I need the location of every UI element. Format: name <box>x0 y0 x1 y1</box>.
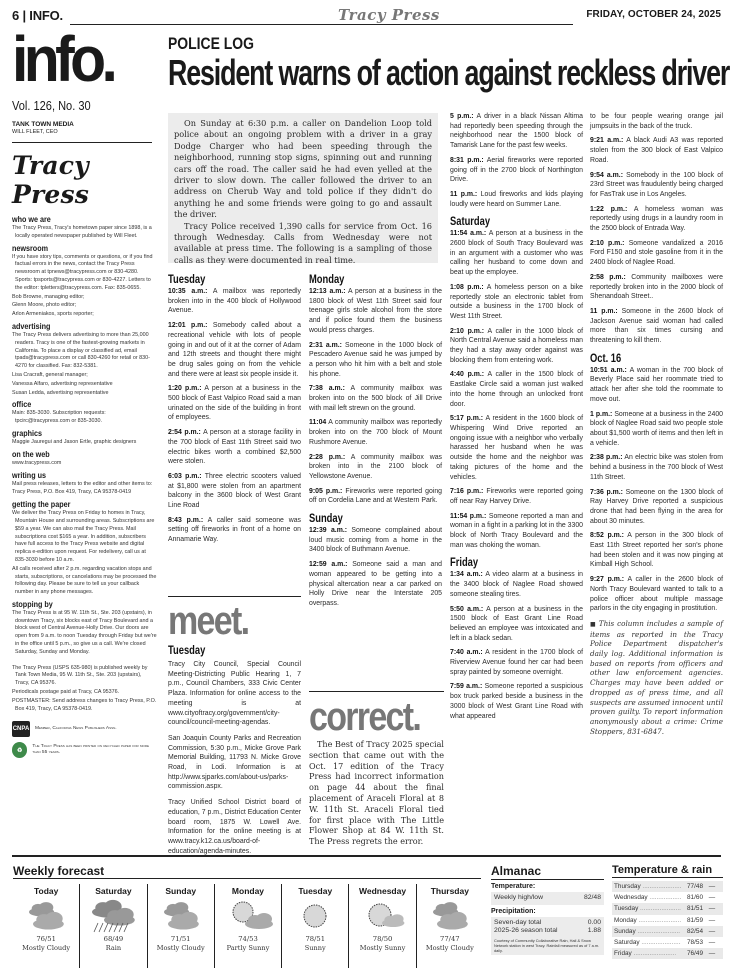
issue-date: FRIDAY, OCTOBER 24, 2025 <box>586 9 721 20</box>
log-entry <box>590 239 723 268</box>
day-heading: Monday <box>309 272 345 286</box>
log-text: Someone reported a man and woman in a fight in a parking lot in the 3300 block of North Tracy Boulevard and the man was choking the woman. <box>450 512 584 549</box>
staff-text: Susan Ledda, advertising representative <box>12 389 109 396</box>
staff-text: Glenn Moore, photo editor; <box>12 302 77 309</box>
temp-rain-day: Thursday ..... <box>614 881 681 892</box>
season-label: 2025-26 season total <box>494 927 558 934</box>
day-heading: Oct. 16 <box>590 350 622 365</box>
log-text: Somebody called about a recreational vehicle with lots of people going in and out of it at the corner of Adam and 12th streets and thought there might be drug sales going on from the vehicle and there were at least six people inside it. <box>168 322 301 378</box>
log-text: A mailbox was reportedly broken into in the 400 block of Hollywood Avenue. <box>168 288 301 315</box>
log-text: A resident in the 1700 block of Riverview Avenue found her car had been spray painted by someone overnight. <box>450 649 583 676</box>
temp-rain-rain: — <box>708 883 716 890</box>
log-text: A homeless person on a bike reportedly stole an electronic tablet from outside a business in the 1700 block of West 11th Street. <box>450 283 583 320</box>
log-time: 11:04 <box>309 419 327 427</box>
forecast-day <box>281 884 348 968</box>
log-time: 7:16 p.m.: <box>450 488 484 496</box>
page-header <box>12 6 721 26</box>
temp-rain-row <box>612 892 723 903</box>
header-rule <box>70 24 573 25</box>
log-time: 10:35 a.m.: <box>168 288 208 295</box>
partly-sunny-icon <box>223 899 273 933</box>
staff-text: www.tracypress.com <box>12 459 62 466</box>
log-text: Someone in the 2600 block of Jackson Avenue said woman had called more than six times cursing and threatening to kill them. <box>590 307 723 345</box>
day-heading: Saturday <box>450 214 491 229</box>
forecast-condition: Partly Sunny <box>226 944 270 952</box>
log-time: 8:43 p.m.: <box>168 516 204 524</box>
staff-text: Vanessa Alfaro, advertising representative <box>12 380 113 387</box>
log-time: 5 p.m.: <box>450 113 474 120</box>
log-time: 12:13 a.m.: <box>309 288 346 295</box>
temp-rain-rain: — <box>708 939 716 947</box>
seven-day-label: Seven-day total <box>494 918 542 926</box>
temp-rain-temp: 78/53 <box>687 939 703 947</box>
log-entry <box>309 341 442 380</box>
column-disclaimer: ■ This column includes a sample of items as reported in the Tracy Police Department dispatcher's daily log. Additional information is based on reports from officers and other law enforcement agencies. Charges may have been added or dropped as of press time, and all suspects are assumed innocent until proven guilty. To report information anonymously about a crime: Crime Stoppers, 831-6847. <box>590 619 723 736</box>
forecast-day-name: Tuesday <box>298 886 333 896</box>
staff-text: Arlon Armeniakos, sports reporter; <box>12 311 94 318</box>
section-label: 6 | INFO. <box>12 8 63 23</box>
log-time: 4:40 p.m.: <box>450 371 485 379</box>
log-text: A caller in the 1500 block of Eastlake Circle said a woman just walked into the home through an unlocked front door. <box>450 371 583 408</box>
log-entry <box>450 605 583 644</box>
staff-text: We deliver the Tracy Press on Friday to homes in Tracy, Mountain House and surrounding areas. Subscriptions are $59 a year. We can also mail the Tracy Press. Mail subscriptions cost $165 a year. In addition, subscribers have full access to the Tracy Press website and digital replica e-edition upon request. For redelivery, call us at 835-3030 before 10 a.m. <box>12 510 155 563</box>
log-text: A resident in the 1600 block of Whispering Wind Drive reported an ongoing issue with a neighbor who verbally harassed her husband when he was outside the home and the neighbor was taking pictures of the home and the vehicles. <box>450 415 583 481</box>
log-text: Community mailboxes were reportedly broken into in the 2000 block of Shenandoah Street.. <box>590 273 724 301</box>
forecast-temp: 78/50 <box>372 935 393 943</box>
log-time: 8:52 p.m.: <box>590 532 624 540</box>
log-time: 7:40 a.m.: <box>450 649 483 657</box>
article-lede <box>168 113 438 263</box>
staff-heading: newsroom <box>12 243 49 253</box>
forecast-day <box>348 884 415 968</box>
log-time: 7:59 a.m.: <box>450 683 483 691</box>
volume-number: Vol. 126, No. 30 <box>12 98 91 113</box>
log-text: A person at a business in the 1500 block of East Grant Line Road believed an employee was intoxicated and left in a black sedan. <box>450 605 583 642</box>
meet-section <box>168 596 301 641</box>
log-text: A community mailbox was reportedly broken into on the 700 block of Mount Rushmore Avenue. <box>309 419 442 446</box>
log-entry <box>590 171 723 200</box>
staff-heading: who we are <box>12 215 51 224</box>
staff-text: Main: 835-3030. Subscription requests: tpcirc@tracypress.com or 835-3030. <box>12 410 106 425</box>
log-entry <box>168 516 301 545</box>
temp-rain-temp: 81/60 <box>687 894 703 902</box>
log-time: 2:38 p.m.: <box>590 454 623 462</box>
log-text: Someone on the 1300 block of Ray Harvey Drive reported a suspicious drone that had been flying in the area for about 30 minutes. <box>590 488 724 525</box>
temperature-rain-table <box>612 864 723 959</box>
forecast-day-name: Saturday <box>95 886 132 896</box>
log-text: Three electric scooters valued at $1,800 were stolen from an apartment balcony in the 3600 block of West Grant Line Road <box>168 472 301 510</box>
log-text: Fireworks were reported going off near Ray Harvey Drive. <box>450 488 583 505</box>
log-text: A caller in the 1000 block of North Central Avenue said a homeless man they had a stay away order against was blocking them from entering work. <box>450 327 583 364</box>
temp-rain-title: Temperature & rain <box>612 864 723 878</box>
log-text: A person at a storage facility in the 700 block of East 11th Street said two electric bikes worth a combined $2,500 were stolen. <box>168 429 302 466</box>
mostly-cloudy-icon <box>156 899 206 933</box>
log-entry <box>450 283 583 322</box>
log-text: Someone reported a suspicious box truck parked beside a business in the 3000 block of West Grant Line Road with what appeared <box>450 683 583 720</box>
log-entry <box>309 526 442 555</box>
divider <box>12 855 721 857</box>
cnpa-member <box>12 721 157 737</box>
log-entry <box>590 410 723 449</box>
log-entry <box>450 229 583 278</box>
postal-text: The Tracy Press (USPS 635-980) is published weekly by Tank Town Media, 95 W. 11th St., Ste. 203 (upstairs), Tracy, CA 95376. <box>12 664 148 687</box>
log-entry <box>590 307 723 346</box>
temp-rain-row <box>612 915 723 926</box>
lede-paragraph: On Sunday at 6:30 p.m. a caller on Dandelion Loop told police about an ongoing problem with a driver in a gray Dodge Charger who had been speeding through the neighborhood, running stop signs, spinning out and running cars off the road. The caller said he had even yelled at the driver to slow down. The caller followed the driver to an address on Cherub Way and told police if they didn't do anything he and some friends were going to go and assault the driver. <box>174 118 432 220</box>
forecast-day <box>79 884 146 968</box>
mostly-cloudy-icon <box>21 899 71 933</box>
forecast-temp: 76/51 <box>36 935 56 943</box>
log-entry <box>590 488 723 527</box>
log-entry <box>309 560 442 609</box>
log-column-4 <box>590 112 723 741</box>
log-time: 11 p.m.: <box>450 190 478 198</box>
log-text: A person at a business in the 500 block of East Valpico Road said a man urinated on the side of the building in front of employees. <box>168 385 301 422</box>
meeting-item: Tracy City Council, Special Council Meeting-Districting Public Hearing 1, 7 p.m., Council Chambers, 333 Civic Center Plaza. Information for online access to the meeting is at www.cityoftracy.org/government/city-council/council-meeting-agendas. <box>168 661 301 727</box>
temperature-box <box>491 892 604 905</box>
recycled-note <box>12 742 157 758</box>
log-text: A community mailbox was broken into on the 500 block of Jill Drive with mail left strewn on the ground. <box>309 385 442 412</box>
precipitation-label: Precipitation: <box>491 907 536 915</box>
log-text: Someone said a man and woman appeared to be getting into a physical altercation near a car parked on Holly Drive near the Interstate 205 overpass. <box>309 561 442 607</box>
log-continuation: to be four people wearing orange jail jumpsuits in the back of the truck. <box>590 113 723 130</box>
log-entry <box>450 112 583 151</box>
log-entry <box>168 287 301 316</box>
temp-rain-day: Monday ..... <box>614 915 681 926</box>
log-time: 12:01 p.m.: <box>168 322 208 330</box>
log-time: 1:20 p.m.: <box>168 385 202 393</box>
day-heading: Tuesday <box>168 272 206 286</box>
temp-rain-temp: 81/51 <box>681 903 703 914</box>
log-entry <box>590 136 723 165</box>
weekly-forecast <box>13 884 483 968</box>
log-entry <box>590 205 723 234</box>
staff-text: If you have story tips, comments or questions, or if you find factual errors in the news, contact the Tracy Press newsroom at tpnews@tracypress.com or 830-4280. Sports: tpsports@tracypress.com or 830-4227. Letters to the editor: tpletters@tracypress.com. Fax: 835-0655. <box>12 253 153 291</box>
forecast-condition: Rain <box>105 944 122 952</box>
log-time: 9:54 a.m.: <box>590 171 624 179</box>
log-time: 5:17 p.m.: <box>450 415 484 423</box>
staff-heading: stopping by <box>12 599 53 609</box>
lede-paragraph: Tracy Police received 1,390 calls for service from Oct. 16 through Wednesday. Calls from Wednesday were not available at press time. The following is a sampling of those calls as they were documented in real time. <box>174 220 432 265</box>
log-text: Somebody in the 100 block of 23rd Street was fraudulently being charged for FasTrak use in Los Angeles. <box>590 171 724 198</box>
day-heading: Sunday <box>309 511 343 526</box>
log-text: A caller said someone was setting off fireworks in front of a home on Annamarie Way. <box>168 516 301 544</box>
log-time: 11:54 a.m.: <box>450 230 487 238</box>
staff-heading: graphics <box>12 428 43 438</box>
forecast-temp: 78/51 <box>305 935 326 943</box>
log-entry <box>590 453 723 482</box>
log-time: 1:34 a.m.: <box>450 571 483 579</box>
staff-text: All calls received after 2 p.m. regarding vacation stops and starts, subscriptions, or cancelations may be processed the following day. Please be sure to tell us your callback number in any phone messages. <box>12 565 157 596</box>
log-entry <box>309 453 442 482</box>
temp-rain-row <box>612 881 723 892</box>
log-entry <box>450 156 583 185</box>
log-text: A person in the 300 block of East 11th Street reported her son's phone had been stolen and it was now pinging at Kimball High School. <box>590 532 723 569</box>
log-entry <box>450 370 583 409</box>
seven-day-value: 0.00 <box>587 918 601 926</box>
forecast-condition: Mostly Cloudy <box>425 944 474 952</box>
temp-rain-day: Sunday ..... <box>614 926 681 937</box>
staff-sections <box>12 215 157 657</box>
log-entry <box>450 682 583 721</box>
temp-rain-temp: 81/59 <box>687 916 703 924</box>
log-text: Loud fireworks and kids playing loudly were heard on Summer Lane. <box>450 190 583 208</box>
forecast-day-name: Wednesday <box>359 886 407 896</box>
log-time: 11:54 p.m.: <box>450 512 487 520</box>
cnpa-icon: CNPA <box>12 721 30 737</box>
log-entry <box>168 384 301 423</box>
log-entry <box>168 428 301 467</box>
log-time: 7:38 a.m.: <box>309 385 345 393</box>
log-entry <box>309 287 442 336</box>
article-kicker: POLICE LOG <box>168 34 254 53</box>
log-text: An electric bike was stolen from behind a business in the 700 block of West 11th Street. <box>590 454 723 481</box>
staff-heading: writing us <box>12 470 47 480</box>
log-entry <box>309 418 442 447</box>
postal-statement <box>12 665 157 714</box>
log-text: Aerial fireworks were reported going off in the 2700 block of Northington Drive. <box>450 156 583 184</box>
temp-rain-rain: — <box>708 950 716 958</box>
temp-rain-rain: — <box>708 916 716 924</box>
log-entry <box>590 575 723 614</box>
log-entry <box>309 384 442 413</box>
meet-day: Tuesday <box>168 643 206 657</box>
log-entry <box>590 531 723 570</box>
log-text: A woman in the 700 block of Beverly Place said her roommate tried to attack her after she told the roommate to move out. <box>590 366 723 403</box>
log-time: 1 p.m.: <box>590 410 613 418</box>
meetings-list <box>168 643 301 862</box>
log-time: 11 p.m.: <box>590 307 618 315</box>
log-text: Someone at a business in the 2400 block of Naglee Road said two people stole about $1,500 worth of items and then left in a vehicle. <box>590 410 723 447</box>
forecast-temp: 74/53 <box>238 935 258 943</box>
correction-section <box>309 691 444 847</box>
staff-text: The Tracy Press, Tracy's hometown paper since 1898, is a locally operated newspaper published by Will Fleet. <box>12 225 152 239</box>
weekly-value: 82/48 <box>583 894 601 901</box>
correct-title: correct. <box>309 695 421 739</box>
staff-heading: getting the paper <box>12 500 71 510</box>
log-entry <box>168 321 301 379</box>
forecast-temp: 77/47 <box>440 935 460 943</box>
log-entry <box>590 273 723 302</box>
log-time: 12:59 a.m.: <box>309 561 348 569</box>
forecast-condition: Mostly Cloudy <box>156 944 205 952</box>
forecast-temp: 71/51 <box>170 935 191 943</box>
log-time: 7:36 p.m.: <box>590 488 623 496</box>
forecast-day-name: Thursday <box>430 886 469 896</box>
postal-text: Periodicals postage paid at Tracy, CA 95376. <box>12 689 120 696</box>
staff-box <box>12 23 157 758</box>
log-entry <box>450 327 583 366</box>
log-text: A community mailbox was broken into in the 2100 block of Yellowstone Avenue. <box>309 453 442 480</box>
temperature-label: Temperature: <box>491 883 536 890</box>
log-text: A black Audi A3 was reported stolen from the 300 block of East Valpico Road. <box>590 137 723 164</box>
temp-rain-row <box>612 926 723 937</box>
forecast-day-name: Today <box>33 886 59 896</box>
log-text: A person at a business in the 1800 block of West 11th Street said four teenage girls stole alcohol from the store and if police found them the business would press charges. <box>309 288 442 334</box>
correction-text: The Best of Tracy 2025 special section that came out with the Oct. 17 edition of the Tracy Press had incorrect information on page 44 about the final placement of Araceli Floral at 8 W. 11th St. Araceli Floral tied for first place with The Little Flower Shop at 84 W. 11th St. The Press regrets the error. <box>309 739 444 847</box>
log-time: 2:28 p.m.: <box>309 453 346 461</box>
temp-rain-day: Tuesday ..... <box>614 903 681 914</box>
forecast-condition: Sunny <box>304 944 326 952</box>
log-time: 9:21 a.m.: <box>590 137 624 145</box>
log-time: 12:39 a.m.: <box>309 527 348 535</box>
log-time: 2:10 p.m.: <box>450 327 485 335</box>
log-column-1 <box>168 270 301 550</box>
staff-text: Lisa Cracraft, general manager; <box>12 371 88 378</box>
temp-rain-rain: — <box>708 927 716 935</box>
log-text: Someone in the 1000 block of Pescadero Avenue said he was jumped by a person who hit him with a belt and stole his phone. <box>309 341 442 378</box>
weekly-label: Weekly high/low <box>494 894 543 901</box>
staff-heading: on the web <box>12 449 50 459</box>
staff-text: The Tracy Press delivers advertising to more than 25,000 readers. Tracy is one of the fastest-growing markets in California. To place a display or classified ad, email tpads@tracypress.com or call 830-4260 for retail or 830-4270 for classified. Fax: 832-5381. <box>12 331 150 370</box>
log-entry <box>309 487 442 506</box>
mostly-sunny-icon <box>358 899 408 933</box>
log-time: 1:08 p.m.: <box>450 283 484 291</box>
info-wordmark: info. <box>12 23 114 95</box>
temp-rain-temp: 82/54 <box>681 926 703 937</box>
recycled-text: The Tracy Press has been printed on recycled paper for more than 55 years. <box>32 743 150 756</box>
log-entry <box>450 648 583 677</box>
divider <box>12 142 152 143</box>
forecast-day <box>416 884 483 968</box>
log-text: A driver in a black Nissan Altima had reportedly been speeding through the neighborhood near the 1500 block of Tamarisk Lane for the past few weeks. <box>450 113 583 150</box>
temp-rain-row <box>612 903 723 914</box>
forecast-day <box>214 884 281 968</box>
temp-rain-temp: 76/49 <box>681 948 703 959</box>
log-entry <box>168 472 301 511</box>
rain-icon <box>88 899 138 933</box>
forecast-title: Weekly forecast <box>13 864 105 878</box>
forecast-condition: Mostly Cloudy <box>22 944 71 952</box>
log-text: A video alarm at a business in the 3400 block of Naglee Road showed someone stealing tires. <box>450 571 583 598</box>
log-time: 8:31 p.m.: <box>450 156 484 164</box>
temp-rain-day: Wednesday ..... <box>614 892 681 903</box>
divider <box>13 878 481 879</box>
log-text: A homeless woman was reportedly using drugs in a laundry room in the 2500 block of Entrada Way. <box>590 205 723 233</box>
meeting-item: San Joaquin County Parks and Recreation Commission, 5:30 p.m., Micke Grove Park Memorial Building, 11793 N. Micke Grove Road, in Lodi. Information is at http://www.sjparks.com/about-us/parks-commission.aspx. <box>168 734 301 791</box>
precipitation-box <box>491 917 604 955</box>
sunny-icon <box>290 899 340 933</box>
log-time: 10:51 a.m.: <box>590 366 627 374</box>
forecast-condition: Mostly Sunny <box>359 944 406 952</box>
log-time: 2:58 p.m.: <box>590 273 626 281</box>
forecast-day <box>13 884 79 968</box>
temp-rain-day: Friday ..... <box>614 948 681 959</box>
staff-heading: advertising <box>12 321 51 331</box>
temp-rain-row <box>612 948 723 959</box>
forecast-day-name: Sunday <box>165 886 197 896</box>
log-entry <box>450 570 583 599</box>
meet-title: meet. <box>168 599 249 643</box>
mostly-cloudy-icon <box>425 899 475 933</box>
log-text: A caller in the 2600 block of North Tracy Boulevard wanted to talk to a police officer about multiple massage parlors in the city engaging in prostitution. <box>590 576 723 613</box>
temp-rain-rain: — <box>708 905 716 913</box>
season-value: 1.88 <box>587 927 601 934</box>
recycle-icon: ♻ <box>12 742 27 758</box>
temp-rain-temp: 77/48 <box>681 881 703 892</box>
almanac-title: Almanac <box>491 864 604 880</box>
staff-text: Maggie Jauregui and Jason Ertle, graphic designers <box>12 438 137 445</box>
log-time: 9:27 p.m.: <box>590 576 625 584</box>
log-time: 2:54 p.m.: <box>168 429 201 437</box>
log-entry <box>450 190 583 209</box>
day-heading: Friday <box>450 555 479 570</box>
temp-rain-day: Saturday ..... <box>614 937 681 948</box>
log-column-3 <box>450 112 583 726</box>
staff-text: Mail press releases, letters to the editor and other items to: <box>12 480 153 487</box>
log-time: 1:22 p.m.: <box>590 205 628 213</box>
log-entry <box>450 487 583 506</box>
tracy-press-logo: Tracy Press <box>12 151 90 209</box>
staff-text: The Tracy Press is at 95 W. 11th St., Ste. 203 (upstairs), in downtown Tracy, six blocks east of Tracy Boulevard and a block west of Central Avenue-Holly Drive. Our doors are open from 9 a.m. to noon Tuesday through Friday but we're in the office until 5 p.m., so give us a call. We're closed Saturday, Sunday and Monday. <box>12 609 157 655</box>
meeting-item: Tracy Unified School District board of education, 7 p.m., District Education Center board room, 1875 W. Lowell Ave. Information for the online meeting is at www.tracy.k12.ca.us/board-of-education/agenda-minutes. <box>168 799 301 855</box>
almanac <box>491 864 604 955</box>
staff-heading: office <box>12 400 32 410</box>
forecast-day-name: Monday <box>231 886 265 896</box>
log-time: 2:10 p.m.: <box>590 239 625 247</box>
log-entry <box>450 414 583 482</box>
log-text: Someone complained about loud music coming from a home in the 3400 block of Buthmann Avenue. <box>309 527 442 554</box>
log-time: 6:03 p.m.: <box>168 472 202 480</box>
log-time: 2:31 a.m.: <box>309 341 342 349</box>
forecast-day <box>147 884 214 968</box>
log-column-2 <box>309 270 442 614</box>
staff-text: Tracy Press, P.O. Box 419, Tracy, CA 95378-0419 <box>12 489 132 496</box>
log-time: 9:05 p.m.: <box>309 487 343 495</box>
publisher-ceo: WILL FLEET, CEO <box>12 129 58 135</box>
newspaper-logo: Tracy Press <box>334 6 444 24</box>
temp-rain-rain: — <box>708 894 716 902</box>
log-entry <box>590 366 723 405</box>
postal-text: POSTMASTER: Send address changes to Tracy Press, P.O. Box 419, Tracy, CA 95378-0419. <box>12 697 157 712</box>
log-entry <box>450 512 583 551</box>
temp-rain-rows <box>612 881 723 959</box>
log-text: Fireworks were reported going off on Cordelia Lane and at Western Park. <box>309 487 442 505</box>
log-text: Someone vandalized a 2016 Ford F150 and stole gasoline from it in the 2400 block of Naglee Road. <box>590 239 723 267</box>
staff-text: Bob Browne, managing editor; <box>12 293 85 300</box>
forecast-temp: 68/49 <box>103 935 124 943</box>
temp-rain-row <box>612 937 723 948</box>
article-headline: Resident warns of action against reckless driver <box>168 52 730 93</box>
publisher-company: TANK TOWN MEDIA <box>12 121 74 128</box>
member-text: Member, California News Publishers Assn. <box>35 726 117 732</box>
log-text: A person at a business in the 2600 block of South Tracy Boulevard was in an argument with a customer who was calling her husband to come down and beat up the employee. <box>450 230 583 277</box>
almanac-note: Courtesy of Community Collaborative Rain, Hail & Snow Network station in west Tracy. Rainfall measured as of 7 a.m. daily. <box>494 937 600 953</box>
log-time: 5:50 a.m.: <box>450 605 484 613</box>
